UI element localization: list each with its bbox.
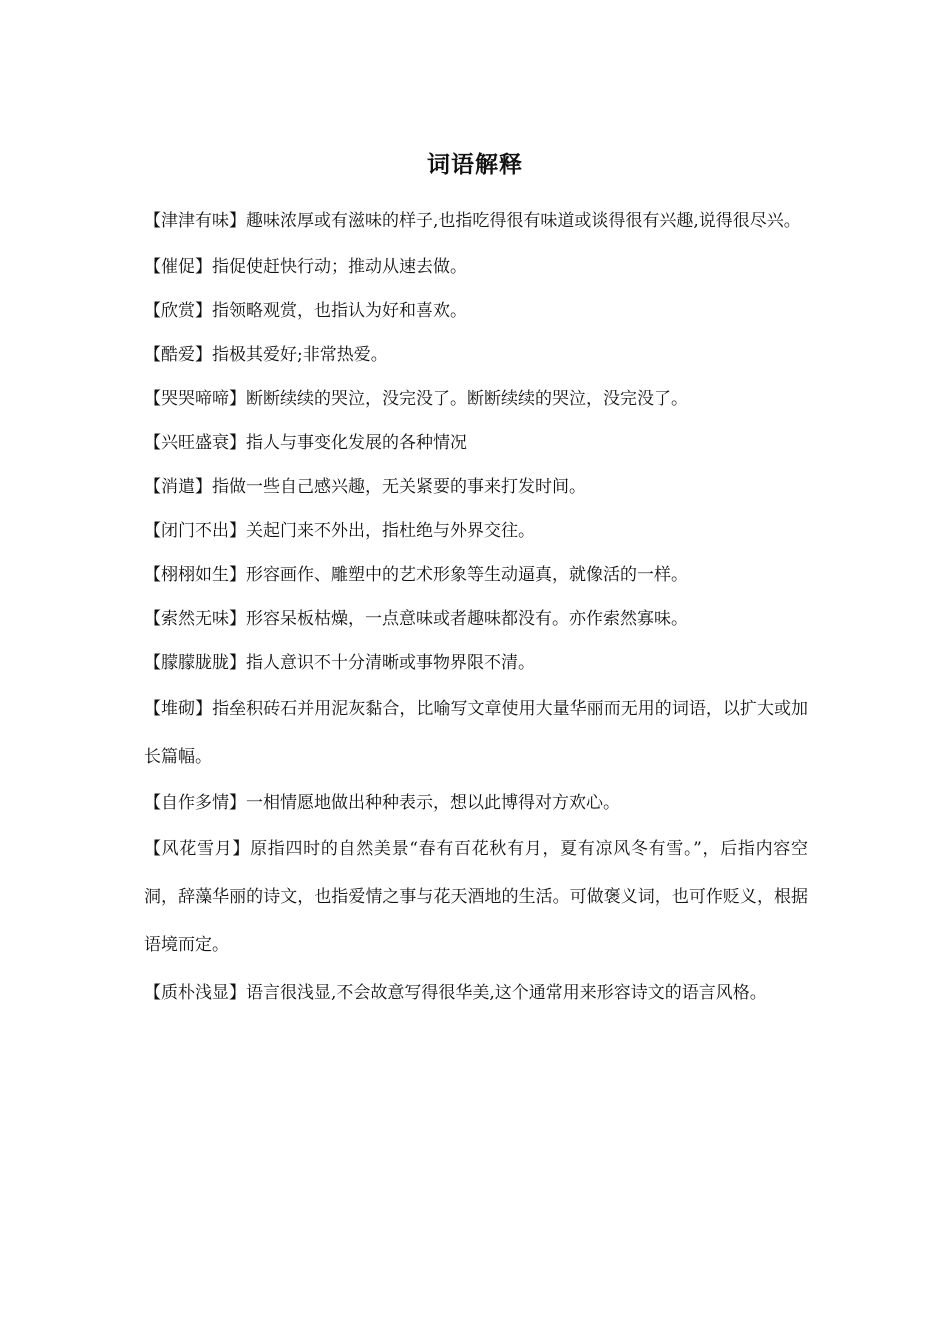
entry-definition: 趣味浓厚或有滋味的样子,也指吃得很有味道或谈得很有兴趣,说得很尽兴。 (246, 211, 801, 231)
glossary-entry (144, 421, 808, 465)
entry-term: 【朦朦胧胧】 (144, 653, 246, 673)
entry-term: 【兴旺盛衰】 (144, 433, 246, 453)
entry-definition: 指极其爱好;非常热爱。 (212, 345, 388, 365)
entry-term: 【酷爱】 (144, 345, 212, 365)
glossary-entry (144, 553, 808, 597)
entry-term: 【闭门不出】 (144, 521, 246, 541)
glossary-entry (144, 333, 808, 377)
glossary-entry (144, 245, 808, 289)
glossary-entry (144, 641, 808, 685)
entry-term: 【欣赏】 (144, 301, 212, 321)
glossary-entry (144, 465, 808, 509)
page-title: 词语解释 (427, 151, 523, 179)
glossary-entry (144, 825, 808, 969)
glossary-list (144, 197, 808, 1017)
entry-definition: 语言很浅显,不会故意写得很华美,这个通常用来形容诗文的语言风格。 (246, 983, 767, 1003)
glossary-entry (144, 685, 808, 781)
entry-term: 【哭哭啼啼】 (144, 389, 246, 409)
entry-term: 【栩栩如生】 (144, 565, 246, 585)
entry-term: 【堆砌】 (144, 699, 213, 719)
entry-term: 【风花雪月】 (144, 839, 251, 859)
entry-term: 【质朴浅显】 (144, 983, 246, 1003)
entry-definition: 指人与事变化发展的各种情况 (246, 433, 467, 453)
entry-definition: 指做一些自己感兴趣，无关紧要的事来打发时间。 (212, 477, 586, 497)
entry-definition: 指促使赶快行动；推动从速去做。 (212, 257, 467, 277)
entry-definition: 指垒积砖石并用泥灰黏合，比喻写文章使用大量华丽而无用的词语，以扩大或加长篇幅。 (144, 699, 809, 767)
entry-definition: 形容画作、雕塑中的艺术形象等生动逼真，就像活的一样。 (246, 565, 688, 585)
entry-definition: 指人意识不十分清晰或事物界限不清。 (246, 653, 535, 673)
glossary-entry (144, 377, 808, 421)
entry-definition: 原指四时的自然美景“春有百花秋有月，夏有凉风冬有雪。”，后指内容空洞，辞藻华丽的诗文，也指爱情之事与花天酒地的生活。可做褒义词，也可作贬义，根据语境而定。 (144, 839, 808, 955)
entry-term: 【津津有味】 (144, 211, 246, 231)
entry-term: 【自作多情】 (144, 793, 246, 813)
entry-term: 【催促】 (144, 257, 212, 277)
entry-term: 【索然无味】 (144, 609, 246, 629)
entry-term: 【消遣】 (144, 477, 212, 497)
entry-definition: 一相情愿地做出种种表示，想以此博得对方欢心。 (246, 793, 620, 813)
entry-definition: 关起门来不外出，指杜绝与外界交往。 (246, 521, 535, 541)
entry-definition: 形容呆板枯燥，一点意味或者趣味都没有。亦作索然寡味。 (246, 609, 688, 629)
entry-definition: 指领略观赏，也指认为好和喜欢。 (212, 301, 467, 321)
glossary-entry (144, 597, 808, 641)
entry-definition: 断断续续的哭泣，没完没了。断断续续的哭泣，没完没了。 (246, 389, 688, 409)
glossary-entry (144, 289, 808, 333)
glossary-entry (144, 781, 808, 825)
glossary-entry (144, 509, 808, 553)
glossary-entry (144, 969, 808, 1017)
glossary-entry (144, 197, 808, 245)
